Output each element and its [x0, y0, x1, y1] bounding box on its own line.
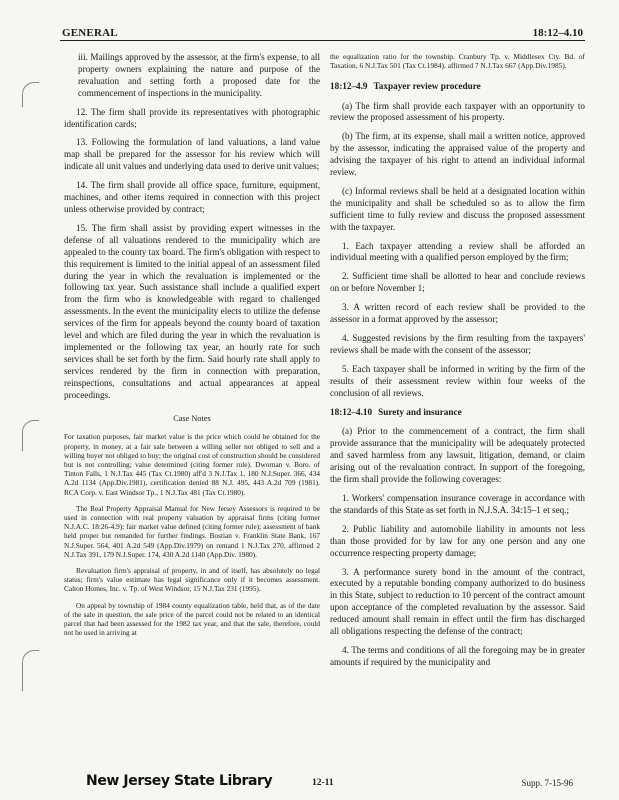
running-header-right: 18:12–4.10 [532, 27, 583, 39]
paragraph-15: 15. The firm shall assist by providing expert witnesses in the defense of all valuations rendered to the municipality which are appealed to the county tax board. The firm's obligation with respect to this requirement is limited to the initial appeal of an assessment filed during the year in which the revaluation is implemented or the following tax year. Such assistance shall include a qualified expert from the firm who is knowledgeable with regard to challenged assessments. In the event the municipality elects to utilize the defense services of the firm for appeals beyond the county board of taxation level and which are filed during the year in which the revaluation is implemented or the following tax year, an hourly rate for such services shall be set forth by the firm. Said hourly rate shall apply to services rendered by the firm in connection with preparation, reinspections, consultations and actual appearances at appeal proceedings. [64, 222, 320, 400]
paragraph-a: (a) Prior to the commencement of a contract, the firm shall provide assurance that the municipality will be adequately protected and saved harmless from any lawsuit, litigation, demand, or claim arising out of the revaluation contract. In support of the foregoing, the firm shall provide the following coverages: [330, 426, 585, 485]
case-note: The Real Property Appraisal Manual for New Jersey Assessors is required to be used in connection with real property valuation by appraisal firms (citing former N.J.A.C. 18:26-4.9); fair market value defined (citing former rule); assessment of bank held proper but remanded for further findings. Bostian v. Franklin State Bank, 167 N.J.Super. 564, 401 A.2d 549 (App.Div.1979) on remand 1 N.J.Tax 270, affirmed 2 N.J.Tax 391, 179 N.J.Super. 174, 430 A.2d 1140 (App.Div. 1980). [64, 503, 320, 559]
section-number: 18:12–4.10 [330, 406, 373, 417]
paragraph-c5: 5. Each taxpayer shall be informed in writing by the firm of the results of their assessment review within four weeks of the conclusion of all reviews. [330, 363, 585, 398]
section-number: 18:12–4.9 [330, 80, 368, 91]
paragraph-iii: iii. Mailings approved by the assessor, at the firm's expense, to all property owners explaining the nature and purpose of the revaluation and setting forth a proposed date for the commencement of inspections in the municipality. [78, 52, 320, 98]
section-heading-4-10 [330, 407, 585, 419]
paragraph-a: (a) The firm shall provide each taxpayer with an opportunity to review the proposed assessment of his property. [330, 100, 585, 123]
case-note-continuation: the equalization ratio for the township. Cranbury Tp. v. Middlesex Cty. Bd. of Taxation, 6 N.J.Tax 501 (Tax Ct.1984), affirmed 7 N.J.Tax 667 (App.Div.1985). [330, 52, 585, 71]
paragraph-c4: 4. Suggested revisions by the firm resulting from the taxpayers' reviews shall be made with the consent of the assessor; [330, 333, 585, 355]
supplement-date: Supp. 7-15-96 [521, 778, 573, 788]
section-title: Taxpayer review procedure [373, 80, 481, 91]
paragraph-a1: 1. Workers' compensation insurance coverage in accordance with the standards of this State as set forth in N.J.S.A. 34:15–1 et seq.; [330, 492, 585, 515]
paragraph-c1: 1. Each taxpayer attending a review shall be afforded an individual meeting with a qualified person employed by the firm; [330, 240, 585, 263]
header-rule [60, 40, 585, 41]
section-heading-4-9 [330, 81, 585, 93]
running-header-left: GENERAL [62, 27, 118, 39]
margin-mark [22, 650, 39, 691]
section-title: Surety and insurance [378, 406, 462, 417]
margin-mark [22, 420, 39, 451]
case-notes-heading: Case Notes [173, 414, 211, 424]
paragraph-c: (c) Informal reviews shall be held at a designated location within the municipality and shall be scheduled so as to allow the firm sufficient time to fully review and discuss the proposed assessment with the taxpayer. [330, 185, 585, 232]
paragraph-a2: 2. Public liability and automobile liability in amounts not less than those provided for by law for any one person and any one occurrence respecting property damage; [330, 523, 585, 558]
right-column [330, 52, 585, 676]
case-note: Revaluation firm's appraisal of property, in and of itself, has absolutely no legal status; firm's value estimate has legal significance only if it becomes assessment. Calton Homes, Inc. v. Tp. of West Windsor, 15 N.J.Tax 231 (1995). [64, 566, 320, 594]
page-number: 12-11 [312, 778, 334, 788]
paragraph-b: (b) The firm, at its expense, shall mail a written notice, approved by the assessor, indicating the appraised value of the property and advising the taxpayer of his right to attend an individual informal review. [330, 131, 585, 178]
case-note: For taxation purposes, fair market value is the price which could be obtained for the property, in money, at a fair sale between a willing seller not obliged to sell and a willing buyer not obliged to buy; the original cost of construction should be considered but is not controlling; value determined (citing former rule). Dwornan v. Boro. of Tinton Falls, 1 N.J.Tax 445 (Tax Ct.1980) aff'd 3 N.J.Tax 1, 180 N.J.Super. 366, 434 A.2d 1134 (App.Div.1981), certification denied 88 N.J. 495, 443 A.2d 709 (1981). RCA Corp. v. East Windsor Tp., 1 N.J.Tax 481 (Tax Ct.1980). [64, 432, 320, 497]
paragraph-c2: 2. Sufficient time shall be allotted to hear and conclude reviews on or before November 1; [330, 271, 585, 294]
paragraph-12: 12. The firm shall provide its representatives with photographic identification cards; [64, 106, 320, 129]
case-note: On appeal by township of 1984 county equalization table, held that, as of the date of the sale in question, the sale price of the parcel could not be related to an identical parcel that had been assessed for the 1982 tax year, and that the sale, therefore, could not be used in arriving at [64, 600, 320, 638]
paragraph-a3: 3. A performance surety bond in the amount of the contract, executed by a reputable bonding company authorized to do business in this State, subject to reduction to 10 percent of the contract amount upon acceptance of the completed revaluation by the assessor. Said reduced amount shall remain in effect until the firm has discharged all obligations respecting the defense of the contract; [330, 566, 585, 637]
library-stamp: New Jersey State Library [86, 773, 273, 789]
paragraph-13: 13. Following the formulation of land valuations, a land value map shall be prepared for the assessor for his review which will indicate all unit values and underlying data used to derive unit values; [64, 137, 320, 172]
paragraph-a4: 4. The terms and conditions of all the foregoing may be in greater amounts if required by the municipality and [330, 644, 585, 667]
paragraph-c3: 3. A written record of each review shall be provided to the assessor in a format approved by the assessor; [330, 302, 585, 325]
paragraph-14: 14. The firm shall provide all office space, furniture, equipment, machines, and other items required in connection with this project unless otherwise provided by contract; [64, 180, 320, 214]
margin-mark [22, 82, 39, 107]
left-column [64, 52, 320, 644]
